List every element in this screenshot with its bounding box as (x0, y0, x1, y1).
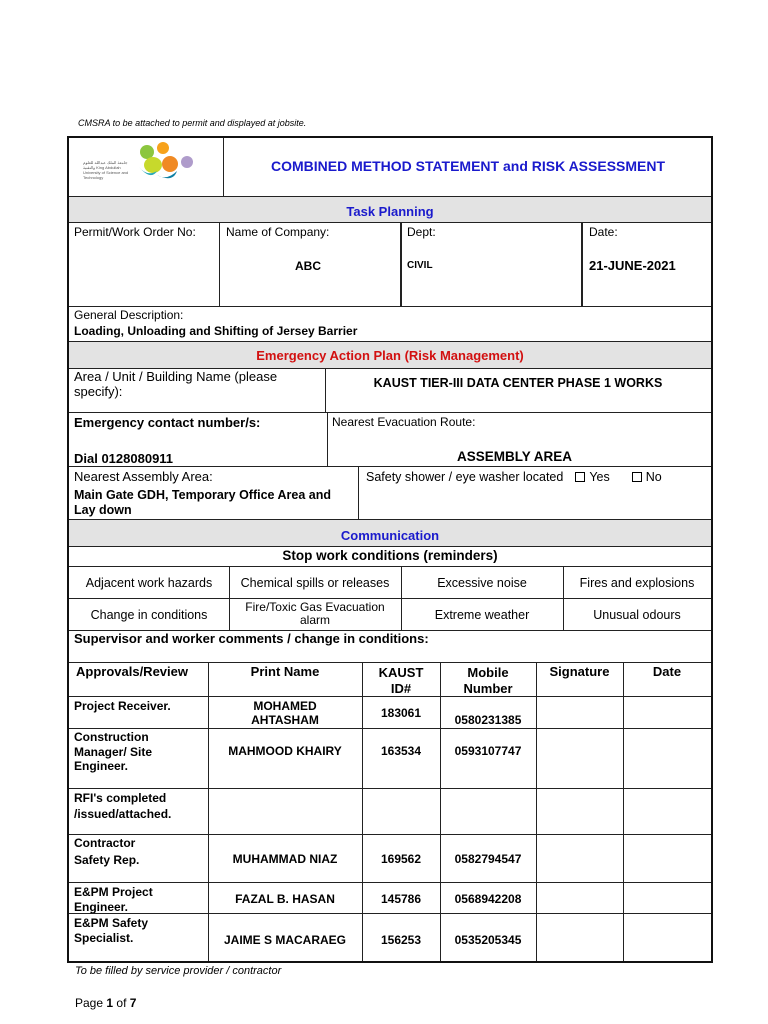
general-description-value: Loading, Unloading and Shifting of Jersey Barrier (74, 324, 358, 338)
page-of: of (116, 996, 127, 1010)
task-planning-heading: Task Planning (346, 204, 434, 219)
kaust-logo (69, 138, 223, 195)
yes-checkbox[interactable] (575, 472, 585, 482)
header-signature: Signature (549, 664, 610, 679)
logo-text: جامعة الملك عبدالله للعلوم والتقنية King Abdullah University of Science and Technology (83, 160, 129, 180)
footer-note: To be filled by service provider / contractor (75, 965, 282, 977)
company-label: Name of Company: (226, 225, 330, 239)
condition-excessive-noise: Excessive noise (437, 576, 527, 590)
dept-label: Dept: (407, 225, 436, 239)
communication-heading: Communication (340, 528, 440, 543)
header-date: Date (652, 664, 682, 679)
contact-label: Emergency contact number/s: (74, 415, 261, 430)
dept-value: CIVIL (407, 260, 433, 271)
role-epm-engineer: E&PM Project Engineer. (74, 885, 153, 914)
company-value: ABC (295, 259, 321, 273)
shower-row (366, 470, 662, 484)
area-value: KAUST TIER-III DATA CENTER PHASE 1 WORKS (373, 376, 663, 390)
id-epm-engineer: 145786 (380, 892, 422, 906)
role-construction-manager: Construction Manager/ Site Engineer. (74, 730, 153, 773)
name-epm-safety: JAIME S MACARAEG (223, 933, 346, 947)
role-epm-safety: E&PM Safety Specialist. (74, 916, 149, 945)
condition-unusual-odours: Unusual odours (593, 608, 681, 622)
shower-label: Safety shower / eye washer located (366, 470, 564, 484)
area-label: Area / Unit / Building Name (please specify): (74, 369, 278, 399)
condition-change: Change in conditions (90, 608, 208, 622)
condition-fire-toxic-gas: Fire/Toxic Gas Evacuation alarm (245, 600, 385, 627)
no-label: No (645, 470, 662, 484)
no-checkbox[interactable] (632, 472, 642, 482)
role-rfi: RFI's completed /issued/attached. (74, 791, 172, 821)
condition-extreme-weather: Extreme weather (434, 608, 530, 622)
date-label: Date: (589, 225, 618, 239)
condition-chemical-spills: Chemical spills or releases (240, 576, 390, 590)
yes-label: Yes (589, 470, 610, 484)
mobile-project-receiver: 0580231385 (454, 713, 522, 727)
header-approvals: Approvals/Review (76, 664, 188, 679)
name-project-receiver: MOHAMED AHTASHAM (251, 699, 319, 727)
name-construction-manager: MAHMOOD KHAIRY (228, 744, 342, 758)
assembly-value: Main Gate GDH, Temporary Office Area and Lay down (74, 488, 332, 517)
header-print-name: Print Name (250, 664, 320, 679)
mobile-contractor-safety: 0582794547 (454, 852, 522, 866)
role-project-receiver: Project Receiver. (74, 699, 171, 713)
id-epm-safety: 156253 (380, 933, 422, 947)
mobile-epm-safety: 0535205345 (454, 933, 522, 947)
route-value: ASSEMBLY AREA (457, 449, 573, 464)
comments-label: Supervisor and worker comments / change in conditions: (74, 631, 429, 646)
general-description-label: General Description: (74, 308, 184, 322)
mobile-epm-engineer: 0568942208 (454, 892, 522, 906)
page-total: 7 (129, 996, 137, 1010)
header-kaust-id: KAUST ID# (378, 665, 424, 696)
page-current: 1 (106, 996, 114, 1010)
attachment-note: CMSRA to be attached to permit and displayed at jobsite. (78, 118, 307, 128)
route-label: Nearest Evacuation Route: (332, 415, 476, 429)
condition-fires-explosions: Fires and explosions (579, 576, 695, 590)
condition-adjacent-work: Adjacent work hazards (85, 576, 213, 590)
emergency-heading: Emergency Action Plan (Risk Management) (256, 348, 524, 363)
header-mobile: Mobile Number (463, 665, 513, 696)
name-contractor-safety: MUHAMMAD NIAZ (232, 852, 338, 866)
permit-label: Permit/Work Order No: (74, 225, 196, 239)
name-epm-engineer: FAZAL B. HASAN (235, 892, 335, 906)
id-project-receiver: 183061 (380, 706, 422, 720)
role-contractor-safety: Contractor Safety Rep. (74, 836, 140, 867)
id-construction-manager: 163534 (380, 744, 422, 758)
id-contractor-safety: 169562 (380, 852, 422, 866)
contact-value: Dial 0128080911 (74, 451, 174, 466)
page-number (75, 996, 136, 1010)
page-prefix: Page (75, 996, 104, 1010)
assembly-label: Nearest Assembly Area: (74, 469, 213, 484)
page-title: COMBINED METHOD STATEMENT and RISK ASSESSMENT (270, 158, 666, 174)
stop-work-title: Stop work conditions (reminders) (282, 548, 498, 563)
date-value: 21-JUNE-2021 (589, 258, 676, 273)
mobile-construction-manager: 0593107747 (454, 744, 522, 758)
